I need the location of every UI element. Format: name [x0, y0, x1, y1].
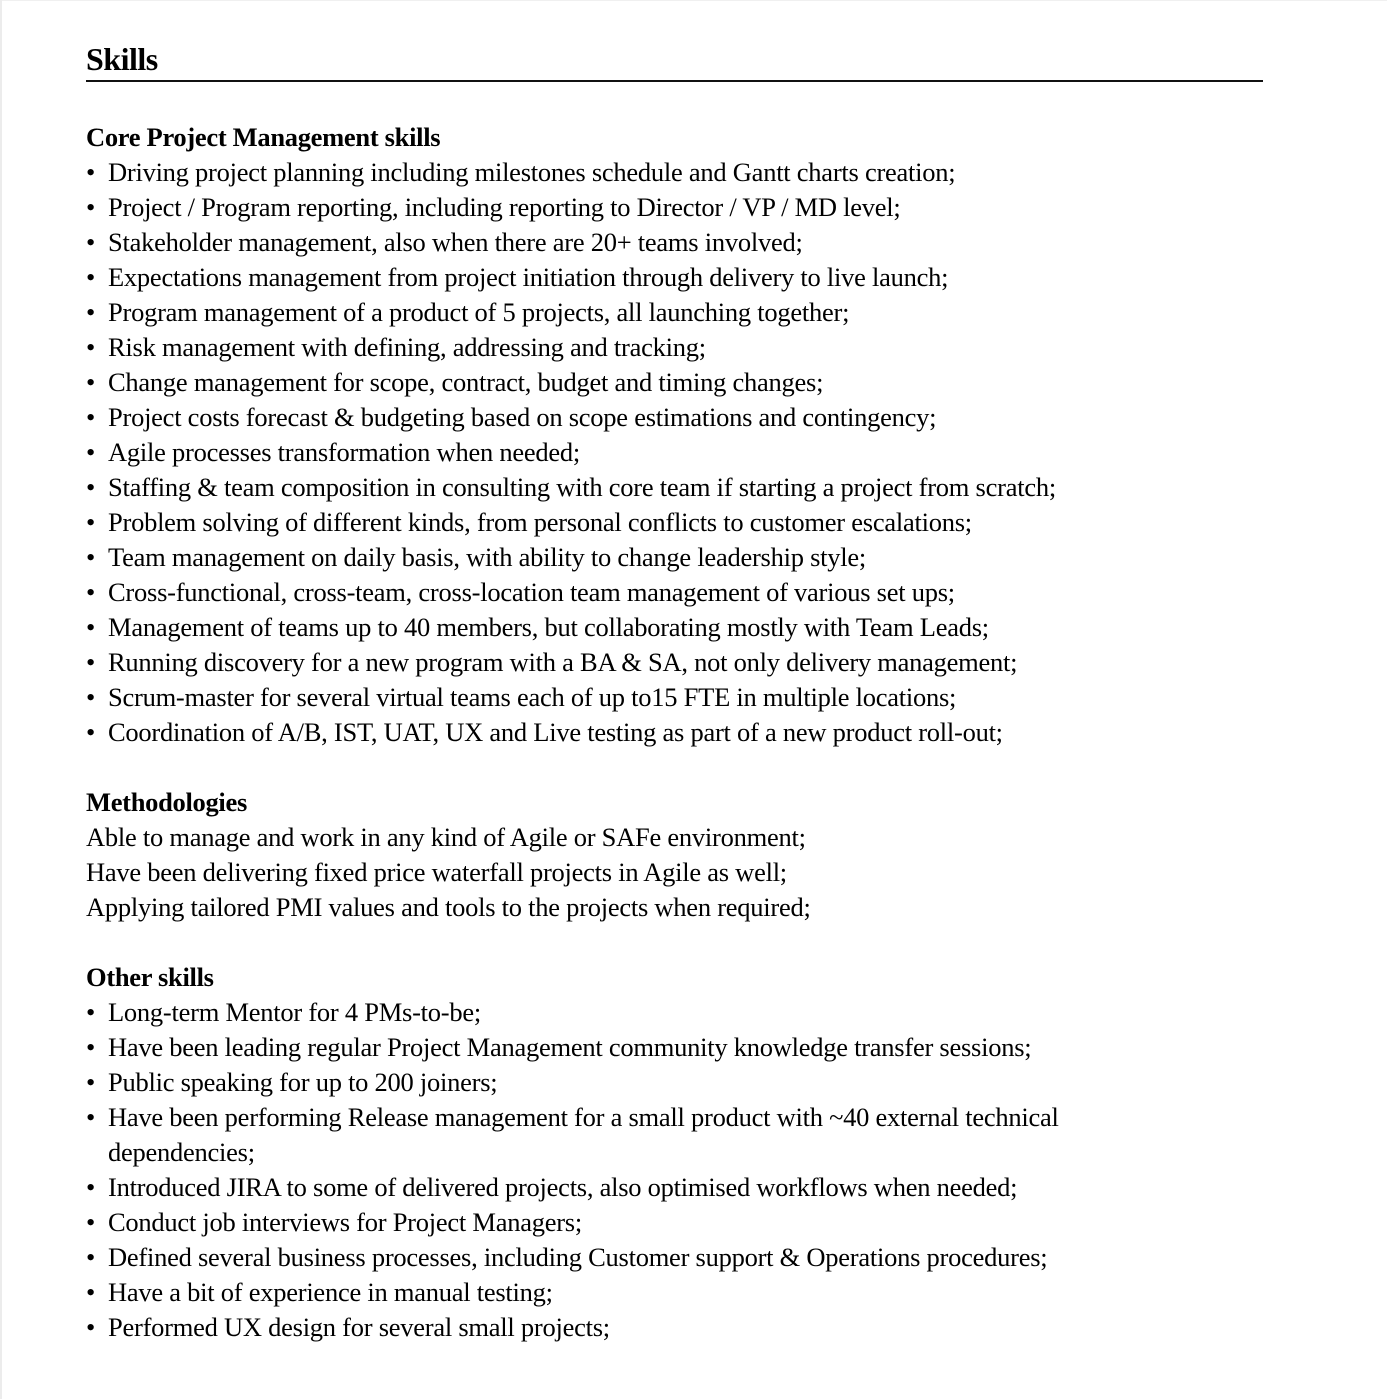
bullet-icon: • — [86, 1032, 96, 1062]
bullet-icon: • — [86, 997, 96, 1027]
bullet-icon: • — [86, 647, 96, 677]
bullet-icon: • — [86, 1242, 96, 1272]
other-skills-heading: Other skills — [86, 962, 214, 992]
list-item: • Agile processes transformation when needed; — [86, 435, 1168, 470]
bullet-icon: • — [86, 577, 96, 607]
bullet-icon: • — [86, 437, 96, 467]
other-skills-section — [86, 960, 1263, 1345]
list-item: • Stakeholder management, also when there are 20+ teams involved; — [86, 225, 1168, 260]
list-item: • Team management on daily basis, with ability to change leadership style; — [86, 540, 1168, 575]
page-top-edge — [0, 0, 1387, 1]
list-item: • Long-term Mentor for 4 PMs-to-be; — [86, 995, 1168, 1030]
core-skills-list — [86, 155, 1263, 750]
other-skills-list — [86, 995, 1263, 1345]
list-item: • Have a bit of experience in manual testing; — [86, 1275, 1168, 1310]
list-item: • Conduct job interviews for Project Managers; — [86, 1205, 1168, 1240]
list-item: • Public speaking for up to 200 joiners; — [86, 1065, 1168, 1100]
list-item: • Management of teams up to 40 members, but collaborating mostly with Team Leads; — [86, 610, 1168, 645]
page-left-edge — [0, 0, 2, 1399]
list-item: • Defined several business processes, including Customer support & Operations procedures; — [86, 1240, 1168, 1275]
methodologies-heading: Methodologies — [86, 787, 247, 817]
methodology-line: Applying tailored PMI values and tools to the projects when required; — [86, 892, 811, 922]
list-item: • Risk management with defining, addressing and tracking; — [86, 330, 1168, 365]
core-skills-heading: Core Project Management skills — [86, 122, 441, 152]
bullet-icon: • — [86, 472, 96, 502]
list-item: • Cross-functional, cross-team, cross-location team management of various set ups; — [86, 575, 1168, 610]
bullet-icon: • — [86, 717, 96, 747]
bullet-icon: • — [86, 192, 96, 222]
list-item: • Introduced JIRA to some of delivered projects, also optimised workflows when needed; — [86, 1170, 1168, 1205]
list-item: • Expectations management from project initiation through delivery to live launch; — [86, 260, 1168, 295]
bullet-icon: • — [86, 507, 96, 537]
list-item: • Driving project planning including milestones schedule and Gantt charts creation; — [86, 155, 1168, 190]
section-title: Skills — [86, 41, 158, 77]
methodology-line: Have been delivering fixed price waterfall projects in Agile as well; — [86, 857, 787, 887]
skills-document — [86, 40, 1263, 1345]
core-skills-section — [86, 120, 1263, 750]
bullet-icon: • — [86, 157, 96, 187]
list-item: • Change management for scope, contract, budget and timing changes; — [86, 365, 1168, 400]
list-item: • Project costs forecast & budgeting based on scope estimations and contingency; — [86, 400, 1168, 435]
list-item: • Project / Program reporting, including reporting to Director / VP / MD level; — [86, 190, 1168, 225]
list-item: • Scrum-master for several virtual teams each of up to15 FTE in multiple locations; — [86, 680, 1168, 715]
bullet-icon: • — [86, 1277, 96, 1307]
bullet-icon: • — [86, 1067, 96, 1097]
bullet-icon: • — [86, 1312, 96, 1342]
bullet-icon: • — [86, 1102, 96, 1132]
bullet-icon: • — [86, 1172, 96, 1202]
list-item: • Program management of a product of 5 projects, all launching together; — [86, 295, 1168, 330]
bullet-icon: • — [86, 682, 96, 712]
list-item: • Performed UX design for several small projects; — [86, 1310, 1168, 1345]
methodology-line: Able to manage and work in any kind of Agile or SAFe environment; — [86, 822, 806, 852]
list-item: • Have been leading regular Project Management community knowledge transfer sessions; — [86, 1030, 1168, 1065]
bullet-icon: • — [86, 297, 96, 327]
list-item: • Have been performing Release management for a small product with ~40 external technical dependencies; — [86, 1102, 1059, 1167]
methodologies-section — [86, 785, 1263, 925]
bullet-icon: • — [86, 1207, 96, 1237]
bullet-icon: • — [86, 367, 96, 397]
bullet-icon: • — [86, 612, 96, 642]
bullet-icon: • — [86, 227, 96, 257]
list-item: • Coordination of A/B, IST, UAT, UX and Live testing as part of a new product roll-out; — [86, 715, 1168, 750]
bullet-icon: • — [86, 402, 96, 432]
bullet-icon: • — [86, 542, 96, 572]
bullet-icon: • — [86, 262, 96, 292]
bullet-icon: • — [86, 332, 96, 362]
list-item: • Staffing & team composition in consulting with core team if starting a project from scratch; — [86, 470, 1168, 505]
list-item: • Problem solving of different kinds, from personal conflicts to customer escalations; — [86, 505, 1168, 540]
list-item: • Running discovery for a new program with a BA & SA, not only delivery management; — [86, 645, 1168, 680]
section-divider — [86, 80, 1263, 82]
